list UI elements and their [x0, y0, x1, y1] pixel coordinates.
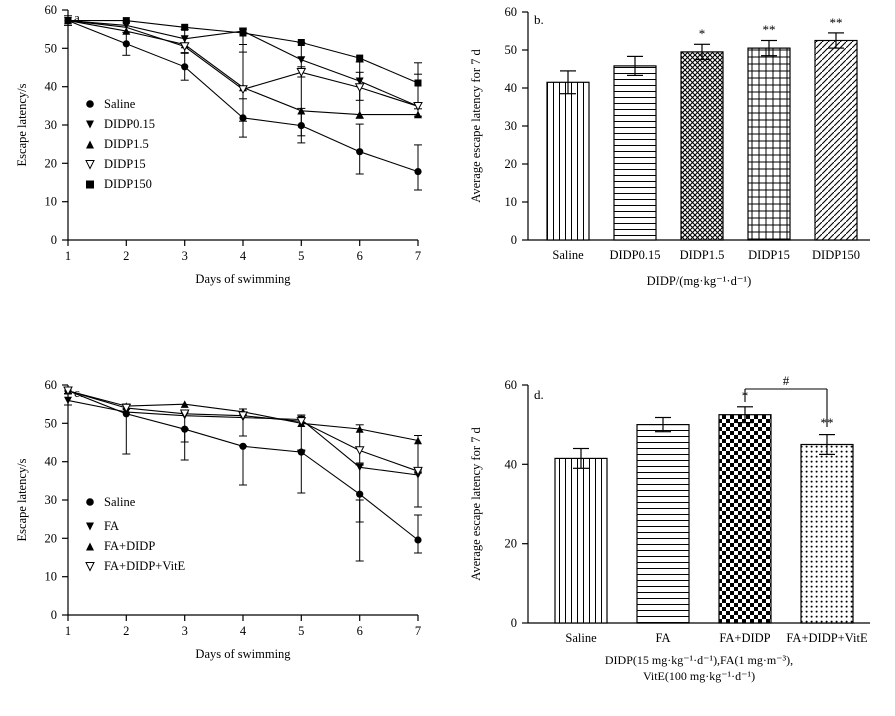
tick-label: 50: [44, 41, 57, 56]
tick-label: 0: [50, 608, 57, 622]
legend-marker-circle-icon: [86, 498, 94, 506]
panel-c-legend: [86, 495, 186, 573]
panel-b-x-ticklabels: [552, 248, 860, 262]
bar: [681, 52, 723, 240]
legend-label: Saline: [104, 495, 136, 509]
legend-marker-circle-icon: [86, 100, 94, 108]
significance-marker: *: [741, 388, 749, 403]
panel-d-x-ticklabels: [565, 631, 868, 645]
panel-d-errorbars: [573, 407, 835, 469]
legend-marker-open-triangle-icon: [86, 563, 94, 571]
legend-label: FA+DIDP: [104, 539, 156, 553]
panel-b-y-ticklabels: [505, 5, 518, 247]
tick-label: 6: [356, 624, 363, 638]
tick-label: 2: [123, 624, 130, 638]
tick-label: 7: [414, 249, 422, 263]
category-label: FA+DIDP+VitE: [786, 631, 868, 645]
legend-label: FA+DIDP+VitE: [104, 559, 186, 573]
bar: [801, 445, 853, 624]
tick-label: 4: [239, 624, 247, 638]
bracket-label: #: [782, 373, 790, 388]
panel-c-x-ticklabels: [65, 624, 421, 638]
tick-label: 1: [64, 249, 72, 263]
bar: [815, 41, 857, 241]
panel-d-y-ticklabels: [505, 378, 518, 630]
category-label: DIDP1.5: [679, 248, 725, 262]
panel-b-bars: [547, 41, 857, 241]
tick-label: 0: [510, 616, 517, 630]
panel-d-svg: [450, 375, 895, 716]
category-label: Saline: [552, 248, 584, 262]
panel-d-xlabel-line2: VitE(100 mg·kg⁻¹·d⁻¹): [642, 669, 756, 683]
panel-b-xlabel: DIDP/(mg·kg⁻¹·d⁻¹): [646, 274, 752, 288]
bar: [637, 425, 689, 623]
legend-marker-triangle-down-icon: [86, 121, 94, 129]
panel-c-label: c.: [74, 385, 84, 400]
legend-label: DIDP0.15: [104, 117, 156, 131]
tick-label: 0: [510, 233, 517, 247]
panel-d-bars: [555, 415, 853, 623]
panel-a: [0, 0, 450, 320]
significance-marker: **: [762, 22, 776, 37]
legend-label: FA: [104, 519, 120, 533]
legend-marker-open-triangle-icon: [86, 161, 94, 169]
legend-label: DIDP1.5: [104, 137, 149, 151]
panel-d-xlabel-line1: DIDP(15 mg·kg⁻¹·d⁻¹),FA(1 mg·m⁻³),: [604, 653, 794, 667]
legend-marker-square-icon: [86, 181, 94, 189]
tick-label: 50: [504, 43, 517, 57]
category-label: Saline: [565, 631, 597, 645]
panel-d-label: d.: [534, 387, 544, 402]
panel-a-svg: [0, 0, 450, 320]
bar: [719, 415, 771, 623]
legend-label: DIDP150: [104, 177, 152, 191]
panel-c-ylabel: Escape latency/s: [15, 458, 29, 542]
tick-label: 10: [44, 569, 57, 584]
panel-b-svg: [450, 0, 895, 320]
tick-label: 60: [44, 3, 57, 17]
panel-a-ylabel: Escape latency/s: [15, 83, 29, 167]
legend-label: DIDP15: [104, 157, 146, 171]
tick-label: 3: [181, 624, 188, 638]
tick-label: 4: [239, 249, 247, 263]
panel-a-x-ticklabels: [65, 249, 421, 263]
bar: [748, 48, 790, 240]
panel-a-xlabel: Days of swimming: [195, 272, 291, 286]
legend-marker-triangle-up-icon: [86, 141, 94, 149]
panel-b-annotations: [699, 15, 843, 41]
panel-c-y-ticklabels: [45, 378, 58, 622]
tick-label: 60: [44, 378, 57, 392]
tick-label: 40: [504, 81, 517, 95]
bar: [547, 82, 589, 240]
panel-d: [450, 375, 895, 716]
tick-label: 7: [414, 624, 422, 638]
tick-label: 40: [44, 79, 57, 94]
tick-label: 10: [504, 195, 517, 209]
panel-b-ylabel: Average escape latency for 7 d: [469, 49, 483, 203]
tick-label: 0: [50, 233, 57, 247]
tick-label: 40: [44, 454, 57, 469]
panel-c-svg: [0, 375, 450, 716]
panel-d-ylabel: Average escape latency for 7 d: [469, 427, 483, 581]
tick-label: 40: [504, 457, 517, 472]
tick-label: 60: [504, 5, 517, 19]
panel-a-legend: [86, 97, 155, 191]
panel-c-xlabel: Days of swimming: [195, 647, 291, 661]
tick-label: 20: [504, 536, 517, 551]
tick-label: 30: [44, 118, 57, 132]
panel-a-y-ticklabels: [45, 3, 58, 247]
tick-label: 3: [181, 249, 188, 263]
panel-b-label: b.: [534, 12, 544, 27]
tick-label: 2: [123, 249, 130, 263]
category-label: DIDP15: [748, 248, 790, 262]
legend-marker-triangle-up-icon: [86, 543, 94, 551]
significance-marker: **: [829, 15, 843, 30]
tick-label: 5: [298, 624, 305, 638]
tick-label: 50: [44, 416, 57, 431]
panel-c: [0, 375, 450, 716]
significance-marker: **: [820, 415, 834, 430]
tick-label: 5: [298, 249, 305, 263]
tick-label: 30: [44, 493, 57, 507]
panel-b: [450, 0, 895, 320]
bar: [614, 66, 656, 240]
category-label: FA+DIDP: [719, 631, 771, 645]
significance-marker: *: [698, 26, 706, 41]
tick-label: 10: [44, 194, 57, 209]
tick-label: 20: [504, 157, 517, 171]
tick-label: 20: [44, 531, 57, 546]
category-label: FA: [655, 631, 671, 645]
tick-label: 20: [44, 156, 57, 171]
bar: [555, 458, 607, 623]
tick-label: 6: [356, 249, 363, 263]
legend-marker-triangle-down-icon: [86, 523, 94, 531]
category-label: DIDP0.15: [609, 248, 661, 262]
tick-label: 30: [504, 119, 517, 133]
tick-label: 1: [64, 624, 72, 638]
category-label: DIDP150: [812, 248, 860, 262]
panel-a-label: a.: [74, 10, 84, 25]
legend-label: Saline: [104, 97, 136, 111]
tick-label: 60: [504, 378, 517, 392]
